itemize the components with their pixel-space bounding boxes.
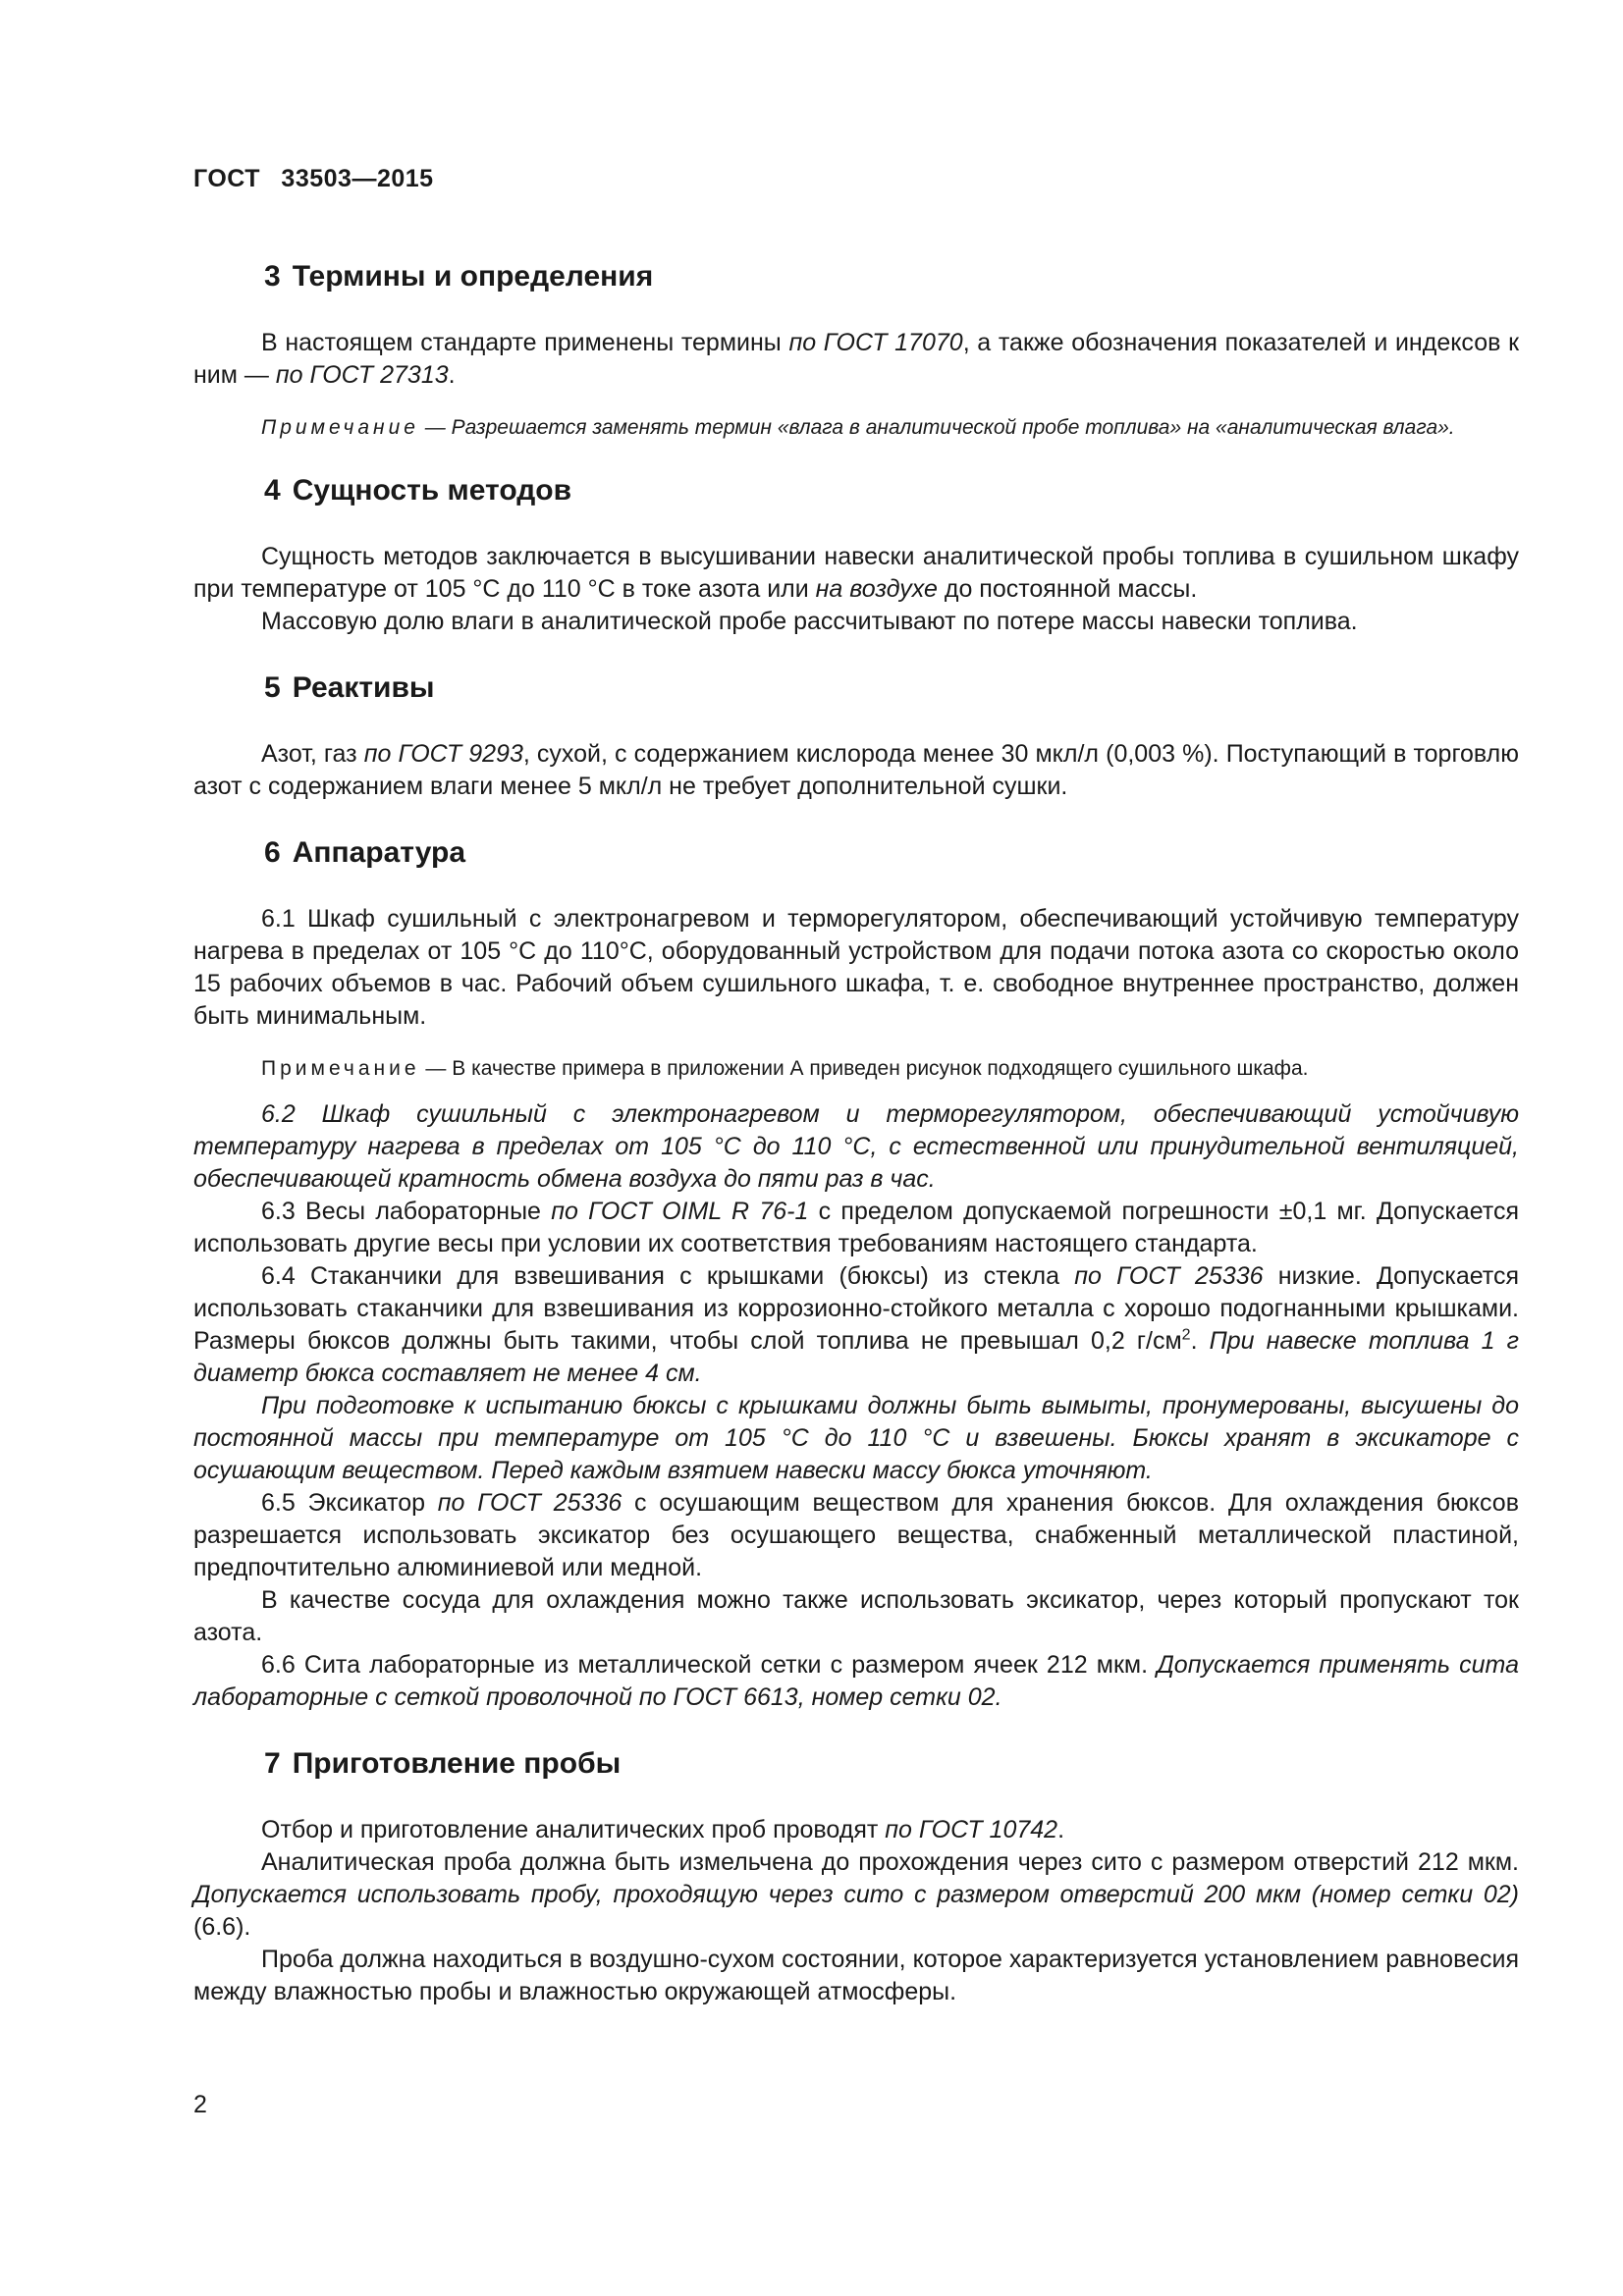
section-7-paragraph-3: Проба должна находиться в воздушно-сухом состоянии, которое характеризуется установлением равновесия между влажностью пробы и влажностью окружающей атмосферы. — [193, 1946, 1519, 2005]
clause-6-3: 6.3 Весы лабораторные по ГОСТ OIML R 76-1 с пределом допускаемой погрешности ±0,1 мг. Допускается использовать другие весы при условии их соответствия требованиям настоящего стандарта. — [193, 1198, 1519, 1257]
section-5-reagents — [193, 668, 1519, 803]
reference-gost-17070: по ГОСТ 17070 — [788, 329, 963, 356]
reference-gost-9293: по ГОСТ 9293 — [363, 740, 523, 768]
section-5-paragraph: Азот, газ по ГОСТ 9293, сухой, с содержанием кислорода менее 30 мкл/л (0,003 %). Поступающий в торговлю азот с содержанием влаги менее 5 мкл/л не требует дополнительной сушки. — [193, 740, 1519, 800]
section-6-heading: 6 Аппаратура — [264, 836, 466, 869]
reference-gost-25336-desiccator: по ГОСТ 25336 — [437, 1489, 622, 1517]
clause-6-1-note: Примечание — В качестве примера в приложении А приведен рисунок подходящего сушильного шкафа. — [261, 1057, 1309, 1080]
clause-6-5: 6.5 Эксикатор по ГОСТ 25336 с осушающим веществом для хранения бюксов. Для охлаждения бюксов разрешается использовать эксикатор без осушающего вещества, снабженный металлической пластиной, предпочтительно алюминиевой или медной. — [193, 1489, 1519, 1581]
document-body — [193, 257, 1519, 2008]
clause-6-4: 6.4 Стаканчики для взвешивания с крышками (бюксы) из стекла по ГОСТ 25336 низкие. Допускается использовать стаканчики для взвешивания из коррозионно-стойкого металла с хорошо подогнанными крышками. Размеры бюксов должны быть такими, чтобы слой топлива не превышал 0,2 $г/см^2$. При навеске топлива 1 г диаметр бюкса составляет не менее 4 см. — [193, 1262, 1520, 1387]
clause-6-2: 6.2 Шкаф сушильный с электронагревом и терморегулятором, обеспечивающий устойчивую температуру нагрева в пределах от 105 °С до 110 °С, с естественной или принудительной вентиляцией, обеспечивающей кратность обмена воздуха до пяти раз в час. — [193, 1100, 1519, 1193]
section-3-note: Примечание — Разрешается заменять термин «влага в аналитической пробе топлива» на «аналитическая влага». — [261, 416, 1455, 439]
clause-6-1: 6.1 Шкаф сушильный с электронагревом и терморегулятором, обеспечивающий устойчивую температуру нагрева в пределах от 105 °С до 110°С, оборудованный устройством для подачи потока азота со скоростью около 15 рабочих объемов в час. Рабочий объем сушильного шкафа, т. е. свободное внутреннее пространство, должен быть минимальным. — [193, 905, 1519, 1030]
section-7-heading: 7 Приготовление пробы — [264, 1747, 622, 1780]
section-7-paragraph-1: Отбор и приготовление аналитических проб проводят по ГОСТ 10742. — [261, 1816, 1065, 1843]
section-6-apparatus — [193, 833, 1519, 1714]
section-4-heading: 4 Сущность методов — [264, 474, 572, 507]
reference-gost-25336: по ГОСТ 25336 — [1074, 1262, 1264, 1290]
section-7-paragraph-2: Аналитическая проба должна быть измельчена до прохождения через сито с размером отверстий 212 мкм. Допускается использовать пробу, проходящую через сито с размером отверстий 200 мкм (номер сетки 02) (6.6). — [193, 1848, 1519, 1941]
section-3-terms — [193, 257, 1519, 444]
clause-6-6: 6.6 Сита лабораторные из металлической сетки с размером ячеек 212 мкм. Допускается применять сита лабораторные с сеткой проволочной по ГОСТ 6613, номер сетки 02. — [193, 1651, 1519, 1711]
clause-6-5-cooling: В качестве сосуда для охлаждения можно также использовать эксикатор, через который пропускают ток азота. — [193, 1586, 1519, 1646]
section-4-essence — [193, 471, 1519, 638]
reference-gost-oiml: по ГОСТ OIML R 76-1 — [551, 1198, 809, 1225]
section-4-paragraph-1: Сущность методов заключается в высушивании навески аналитической пробы топлива в сушильном шкафу при температуре от 105 °С до 110 °С в токе азота или на воздухе до постоянной массы. — [193, 543, 1519, 603]
reference-gost-10742: по ГОСТ 10742 — [885, 1816, 1058, 1843]
standard-code-header: ГОСТ 33503—2015 — [193, 165, 434, 192]
section-7-sample-preparation — [193, 1744, 1519, 2008]
section-4-paragraph-2: Массовую долю влаги в аналитической пробе рассчитывают по потере массы навески топлива. — [261, 608, 1358, 635]
section-5-heading: 5 Реактивы — [264, 671, 435, 704]
section-3-paragraph: В настоящем стандарте применены термины по ГОСТ 17070, а также обозначения показателей и индексов к ним — по ГОСТ 27313. — [193, 329, 1520, 389]
section-3-heading: 3 Термины и определения — [264, 260, 654, 293]
reference-gost-27313: по ГОСТ 27313 — [275, 361, 449, 389]
clause-6-4-preparation: При подготовке к испытанию бюксы с крышками должны быть вымыты, пронумерованы, высушены до постоянной массы при температуре от 105 °С до 110 °С и взвешены. Бюксы хранят в эксикаторе с осушающим веществом. Перед каждым взятием навески массу бюкса уточняют. — [193, 1392, 1519, 1484]
page-number: 2 — [193, 2091, 207, 2118]
